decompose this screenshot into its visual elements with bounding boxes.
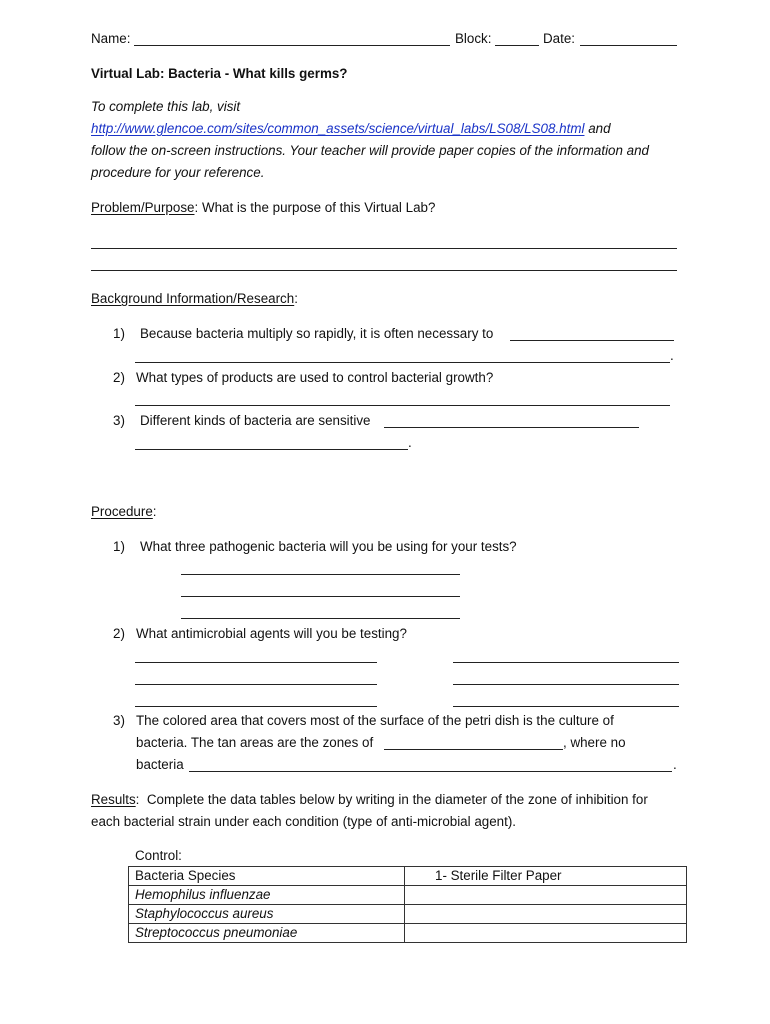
intro-and: and (588, 121, 611, 136)
procedure-heading (91, 505, 157, 518)
problem-answer-line[interactable] (91, 248, 677, 249)
page-title: Virtual Lab: Bacteria - What kills germs? (91, 66, 348, 81)
zones-answer-line[interactable] (384, 749, 563, 750)
date-field[interactable] (580, 45, 677, 46)
date-label: Date: (543, 31, 576, 46)
bg-item-1-num: 1) (113, 326, 125, 341)
intro-line-2 (91, 122, 611, 135)
agent-answer-line[interactable] (453, 662, 679, 663)
table-header-row (129, 867, 687, 886)
results-text-2: each bacterial strain under each condition (type of anti-microbial agent). (91, 814, 517, 829)
name-label: Name: (91, 31, 131, 46)
problem-heading (91, 201, 435, 214)
results-text-1: Complete the data tables below by writing in the diameter of the zone of inhibition for (146, 792, 648, 807)
background-heading (91, 292, 298, 305)
agent-answer-line[interactable] (453, 684, 679, 685)
bg-item-1-text: Because bacteria multiply so rapidly, it is often necessary to (140, 326, 494, 341)
bacteria-answer-line[interactable] (181, 574, 460, 575)
results-colon: : (135, 792, 140, 807)
proc-item-3-num: 3) (113, 713, 125, 728)
bg-item-3-answer-line[interactable] (384, 427, 639, 428)
bg-item-3-text: Different kinds of bacteria are sensitive (140, 413, 371, 428)
agent-answer-line[interactable] (135, 662, 377, 663)
bg-item-2-answer-line[interactable] (135, 405, 670, 406)
header-sterile-filter-paper: 1- Sterile Filter Paper (405, 867, 687, 886)
proc-item-3-line-2b: , where no (563, 735, 626, 750)
intro-line-3: follow the on-screen instructions. Your teacher will provide paper copies of the information and (91, 143, 650, 158)
agent-answer-line[interactable] (135, 684, 377, 685)
proc-item-1-text: What three pathogenic bacteria will you be using for your tests? (140, 539, 517, 554)
control-label: Control: (135, 848, 182, 863)
species-cell: Streptococcus pneumoniae (129, 924, 405, 943)
bg-item-2-text: What types of products are used to control bacterial growth? (136, 370, 494, 385)
header-species: Bacteria Species (129, 867, 405, 886)
proc-item-2-text: What antimicrobial agents will you be testing? (136, 626, 407, 641)
problem-label: Problem/Purpose (91, 200, 195, 215)
problem-colon: : (194, 200, 199, 215)
bg-item-3-answer-line[interactable] (135, 449, 408, 450)
procedure-label: Procedure (91, 504, 153, 519)
block-field[interactable] (495, 45, 539, 46)
bg-item-1-answer-line[interactable] (510, 340, 674, 341)
background-colon: : (294, 291, 298, 306)
proc-item-3-line-1: The colored area that covers most of the surface of the petri dish is the culture of (136, 713, 614, 728)
intro-line-4: procedure for your reference. (91, 165, 265, 180)
bg-item-3-period: . (408, 435, 412, 450)
block-label: Block: (455, 31, 492, 46)
proc-item-3-line-3: bacteria (136, 757, 184, 772)
value-cell[interactable] (405, 905, 687, 924)
table-row (129, 924, 687, 943)
proc-item-2-num: 2) (113, 626, 125, 641)
species-cell: Hemophilus influenzae (129, 886, 405, 905)
agent-answer-line[interactable] (453, 706, 679, 707)
problem-answer-line[interactable] (91, 270, 677, 271)
bacteria-answer-line[interactable] (181, 618, 460, 619)
problem-question: What is the purpose of this Virtual Lab? (201, 200, 436, 215)
procedure-colon: : (152, 504, 157, 519)
name-field[interactable] (134, 45, 450, 46)
bg-item-2-num: 2) (113, 370, 125, 385)
bg-item-1-answer-line[interactable] (135, 362, 670, 363)
results-line-1 (91, 793, 648, 806)
value-cell[interactable] (405, 886, 687, 905)
intro-line-1: To complete this lab, visit (91, 99, 241, 114)
results-label: Results (91, 792, 136, 807)
agent-answer-line[interactable] (135, 706, 377, 707)
proc-item-3-line-2a: bacteria. The tan areas are the zones of (136, 735, 374, 750)
value-cell[interactable] (405, 924, 687, 943)
background-label: Background Information/Research (91, 291, 295, 306)
no-bacteria-answer-line[interactable] (189, 771, 672, 772)
proc-item-3-period: . (673, 757, 677, 772)
bacteria-answer-line[interactable] (181, 596, 460, 597)
bg-item-3-num: 3) (113, 413, 125, 428)
table-row (129, 905, 687, 924)
bg-item-1-period: . (670, 348, 674, 363)
species-cell: Staphylococcus aureus (129, 905, 405, 924)
table-row (129, 886, 687, 905)
lab-url-link[interactable]: http://www.glencoe.com/sites/common_assets/science/virtual_labs/LS08/LS08.html (91, 121, 585, 136)
control-table (128, 866, 687, 943)
proc-item-1-num: 1) (113, 539, 125, 554)
